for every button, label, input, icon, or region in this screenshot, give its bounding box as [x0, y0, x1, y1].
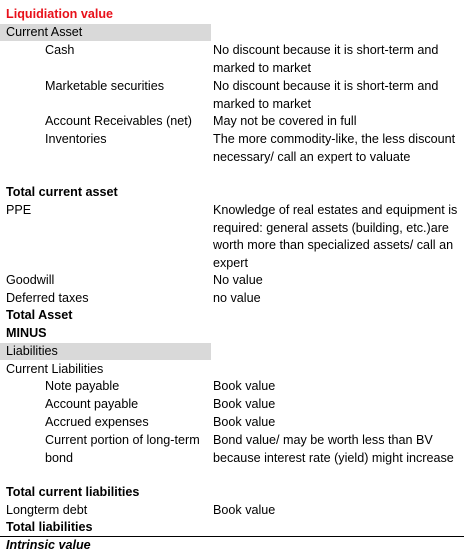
goodwill-label: Goodwill [6, 273, 55, 287]
ppe-label: PPE [6, 203, 32, 217]
total-liabilities: Total liabilities [6, 520, 93, 534]
liability-note: Bond value/ may be worth less than BV because interest rate (yield) might increase [213, 433, 454, 465]
liability-label: Note payable [45, 379, 120, 393]
minus-label: MINUS [6, 326, 47, 340]
total-current-asset: Total current asset [6, 185, 118, 199]
current-liabilities-label: Current Liabilities [6, 362, 104, 376]
asset-note: May not be covered in full [213, 114, 357, 128]
goodwill-note: No value [213, 273, 263, 287]
total-current-liabilities: Total current liabilities [6, 485, 140, 499]
section-header-liabilities: Liabilities [6, 344, 58, 358]
page-title: Liquidiation value [6, 7, 114, 21]
ppe-note: Knowledge of real estates and equipment is required: general assets (building, etc.)are worth more than specialized assets/ call an expert [213, 203, 458, 270]
liability-note: Book value [213, 379, 276, 393]
longterm-debt-note: Book value [213, 503, 276, 517]
liability-label: Accrued expenses [45, 415, 149, 429]
section-header-current-asset: Current Asset [6, 25, 83, 39]
asset-note: No discount because it is short-term and marked to market [213, 43, 439, 75]
asset-note: The more commodity-like, the less discount necessary/ call an expert to valuate [213, 132, 456, 164]
liability-label: Account payable [45, 397, 139, 411]
longterm-debt-label: Longterm debt [6, 503, 88, 517]
asset-label: Marketable securities [45, 79, 164, 93]
asset-note: No discount because it is short-term and marked to market [213, 79, 439, 111]
asset-label: Account Receivables (net) [45, 114, 192, 128]
intrinsic-value: Intrinsic value [6, 538, 91, 552]
liability-note: Book value [213, 397, 276, 411]
total-asset: Total Asset [6, 308, 73, 322]
liability-label: Current portion of long-term bond [45, 433, 200, 465]
deferred-taxes-note: no value [213, 291, 261, 305]
liability-note: Book value [213, 415, 276, 429]
asset-label: Cash [45, 43, 75, 57]
deferred-taxes-label: Deferred taxes [6, 291, 89, 305]
asset-label: Inventories [45, 132, 107, 146]
